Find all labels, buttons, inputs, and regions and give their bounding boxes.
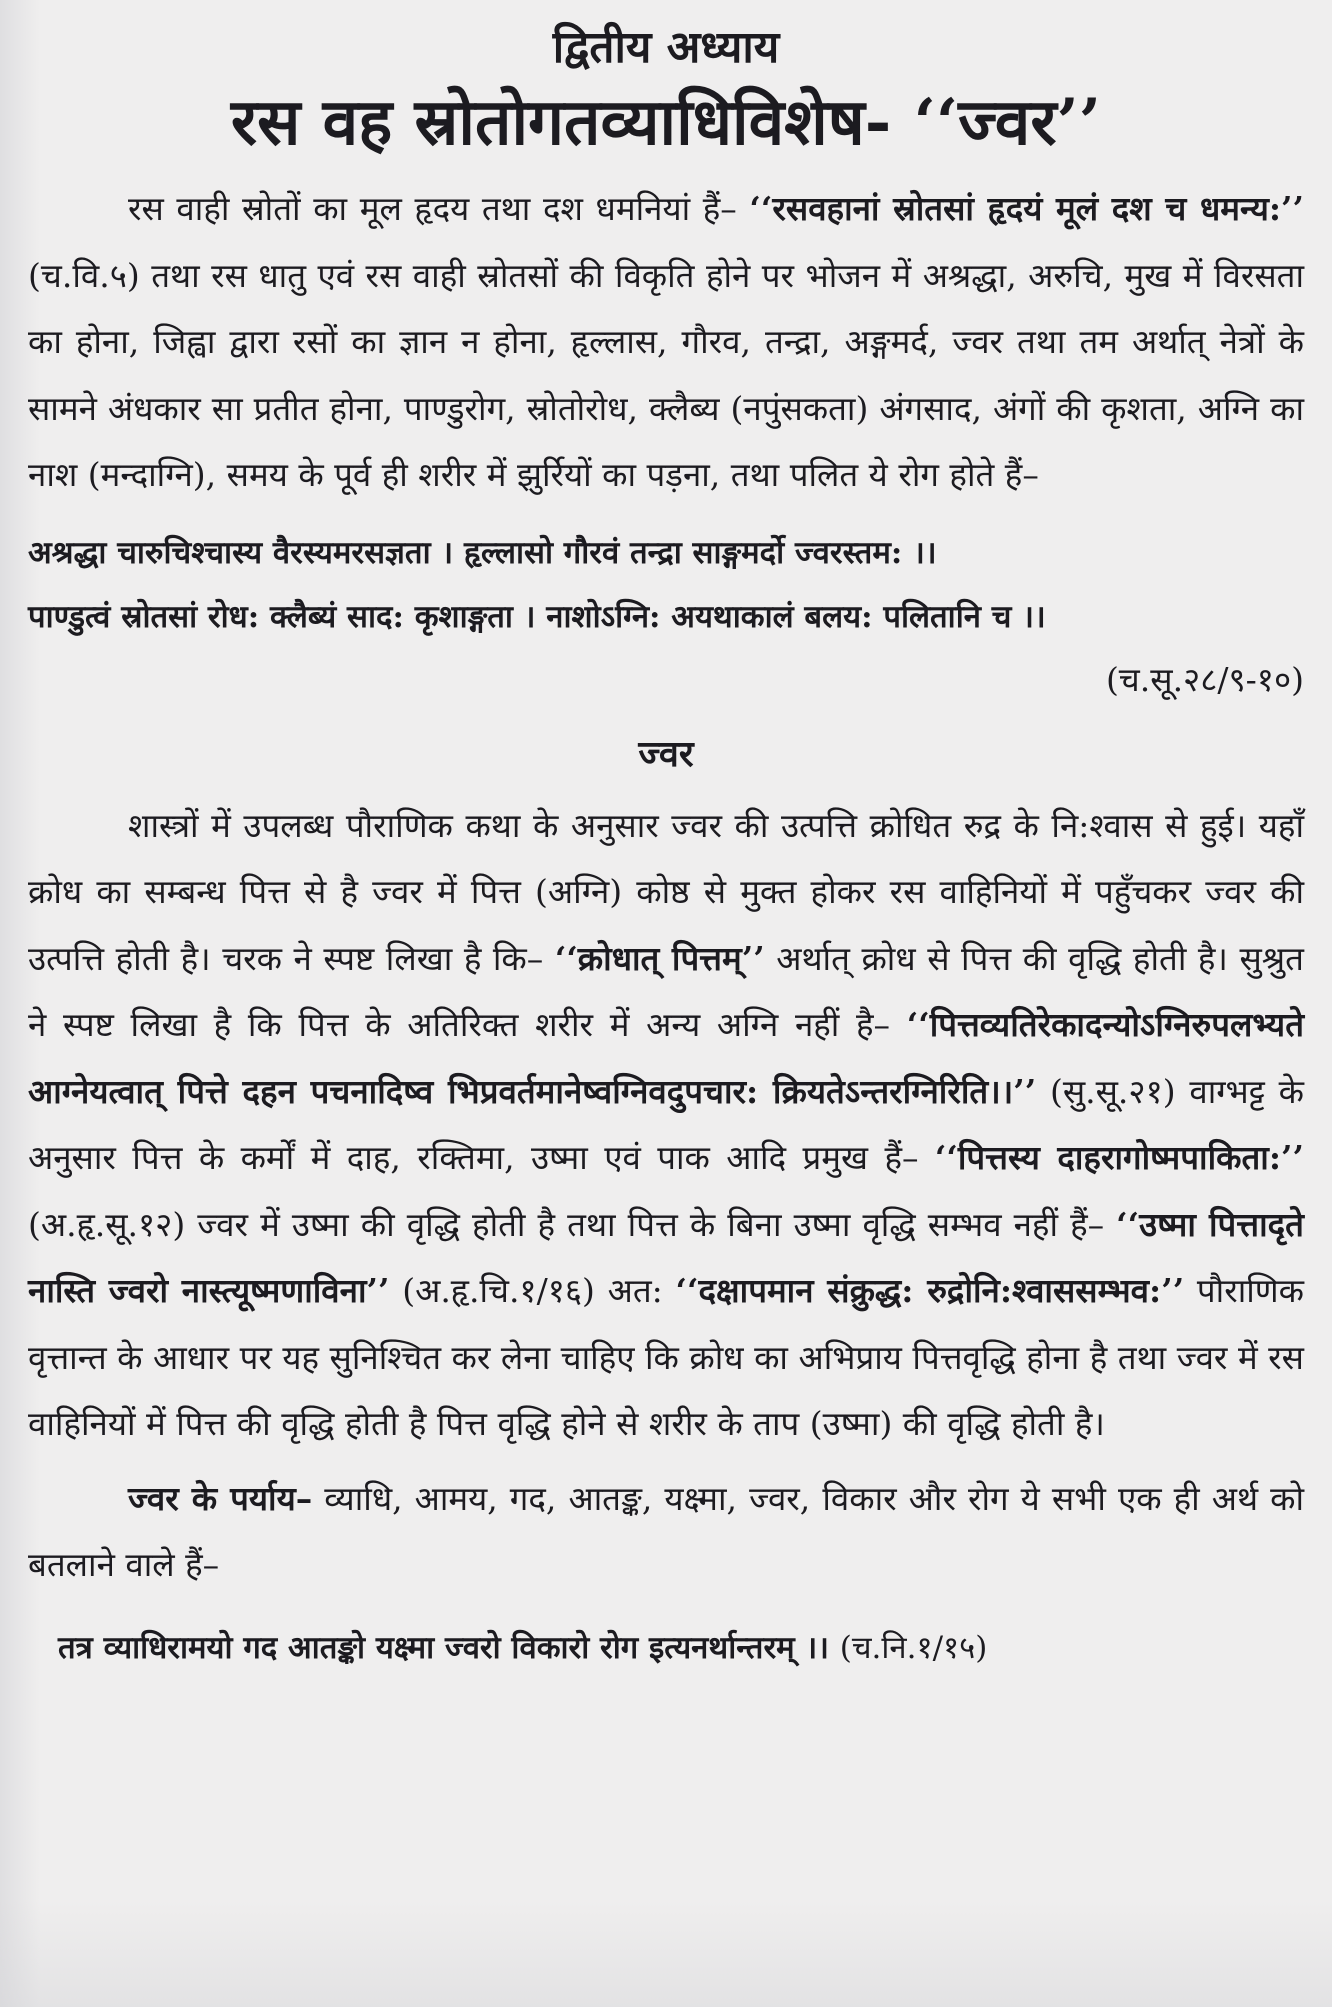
- intro-quote-1: ‘‘रसवहानां स्रोतसां हृदयं मूलं दश च धमन्य:’’: [749, 189, 1305, 228]
- jvara-quote-3: ‘‘पित्तस्य दाहरागोष्मपाकिता:’’: [934, 1138, 1304, 1177]
- final-verse-text: तत्र व्याधिरामयो गद आतङ्को यक्ष्मा ज्वरो विकारो रोग इत्यनर्थान्तरम् ।।: [58, 1629, 829, 1666]
- synonyms-text: व्याधि, आमय, गद, आतङ्क, यक्ष्मा, ज्वर, विकार और रोग ये सभी एक ही अर्थ को बतलाने वाले हैं–: [28, 1478, 1304, 1584]
- verse-line-1: अश्रद्धा चारुचिश्चास्य वैरस्यमरसज्ञता । हृल्लासो गौरवं तन्द्रा साङ्गमर्दो ज्वरस्तम: ।।: [28, 534, 937, 571]
- intro-paragraph: [28, 176, 1304, 509]
- jvara-text-5: (अ.हृ.चि.१/१६) अत:: [389, 1271, 676, 1310]
- verse-line-2: पाण्डुत्वं स्रोतसां रोध: क्लैब्यं साद: कृशाङ्गता । नाशोऽग्नि: अयथाकालं बलय: पलितानि च ।।: [28, 598, 1046, 635]
- jvara-text-2: अर्थात् क्रोध से पित्त की वृद्धि होती है। सुश्रुत ने स्पष्ट लिखा है कि पित्त के अतिरिक्त शरीर में अन्य अग्नि नहीं है–: [28, 938, 1304, 1044]
- jvara-quote-4: ‘‘उष्मा पित्तादृते नास्ति ज्वरो नास्त्यूष्मणाविना’’: [28, 1204, 1304, 1310]
- section-heading: ज्वर: [638, 732, 694, 775]
- chapter-title: द्वितीय अध्याय: [552, 22, 780, 73]
- jvara-quote-2: ‘‘पित्तव्यतिरेकादन्योऽग्निरुपलभ्यते आग्नेयत्वात् पित्ते दहन पचनादिष्व भिप्रवर्तमानेष्वग्निवदुपचार: क्रियतेऽन्तरग्निरिति।।’’: [28, 1005, 1304, 1111]
- main-title: रस वह स्रोतोगतव्याधिविशेष- ‘‘ज्वर’’: [230, 85, 1102, 160]
- intro-text-2: (च.वि.५) तथा रस धातु एवं रस वाही स्रोतसों की विकृति होने पर भोजन में अश्रद्धा, अरुचि, मुख में विरसता का होना, जिह्वा द्वारा रसों का ज्ञान न होना, हृल्लास, गौरव, तन्द्रा, अङ्गमर्द, ज्वर तथा तम अर्थात् नेत्रों के सामने अंधकार सा प्रतीत होना, पाण्डुरोग, स्रोतोरोध, क्लैब्य (नपुंसकता) अंगसाद, अंगों की कृशता, अग्नि का नाश (मन्दाग्नि), समय के पूर्व ही शरीर में झुर्रियों का पड़ना, तथा पलित ये रोग होते हैं–: [28, 255, 1304, 494]
- jvara-quote-5: ‘‘दक्षापमान संक्रुद्ध: रुद्रोनि:श्वाससम्भव:’’: [675, 1271, 1185, 1310]
- jvara-text-6: पौराणिक वृत्तान्त के आधार पर यह सुनिश्चित कर लेना चाहिए कि क्रोध का अभिप्राय पित्तवृद्धि होना है तथा ज्वर में रस वाहिनियों में पित्त की वृद्धि होती है पित्त वृद्धि होने से शरीर के ताप (उष्मा) की वृद्धि होती है।: [28, 1271, 1305, 1443]
- jvara-text-1: शास्त्रों में उपलब्ध पौराणिक कथा के अनुसार ज्वर की उत्पत्ति क्रोधित रुद्र के नि:श्वास से हुई। यहाँ क्रोध का सम्बन्ध पित्त से है ज्वर में पित्त (अग्नि) कोष्ठ से मुक्त होकर रस वाहिनियों में पहुँचकर ज्वर की उत्पत्ति होती है। चरक ने स्पष्ट लिखा है कि–: [28, 805, 1304, 978]
- synonyms-heading: ज्वर के पर्याय–: [128, 1478, 313, 1518]
- jvara-text-4: (अ.हृ.सू.१२) ज्वर में उष्मा की वृद्धि होती है तथा पित्त के बिना उष्मा वृद्धि सम्भव नहीं हैं–: [28, 1204, 1117, 1244]
- final-verse-reference: (च.नि.१/१५): [839, 1629, 988, 1666]
- synonyms-paragraph: [28, 1466, 1304, 1599]
- jvara-paragraph: [28, 793, 1304, 1458]
- jvara-quote-1: ‘‘क्रोधात् पित्तम्’’: [554, 938, 765, 978]
- verse-reference: (च.सू.२८/९-१०): [1105, 659, 1304, 699]
- jvara-text-3: (सु.सू.२१) वाग्भट्ट के अनुसार पित्त के कर्मों में दाह, रक्तिमा, उष्मा एवं पाक आदि प्रमुख हैं–: [28, 1071, 1304, 1177]
- intro-text-1: रस वाही स्रोतों का मूल हृदय तथा दश धमनियां हैं–: [128, 189, 750, 228]
- final-verse: [58, 1613, 1304, 1683]
